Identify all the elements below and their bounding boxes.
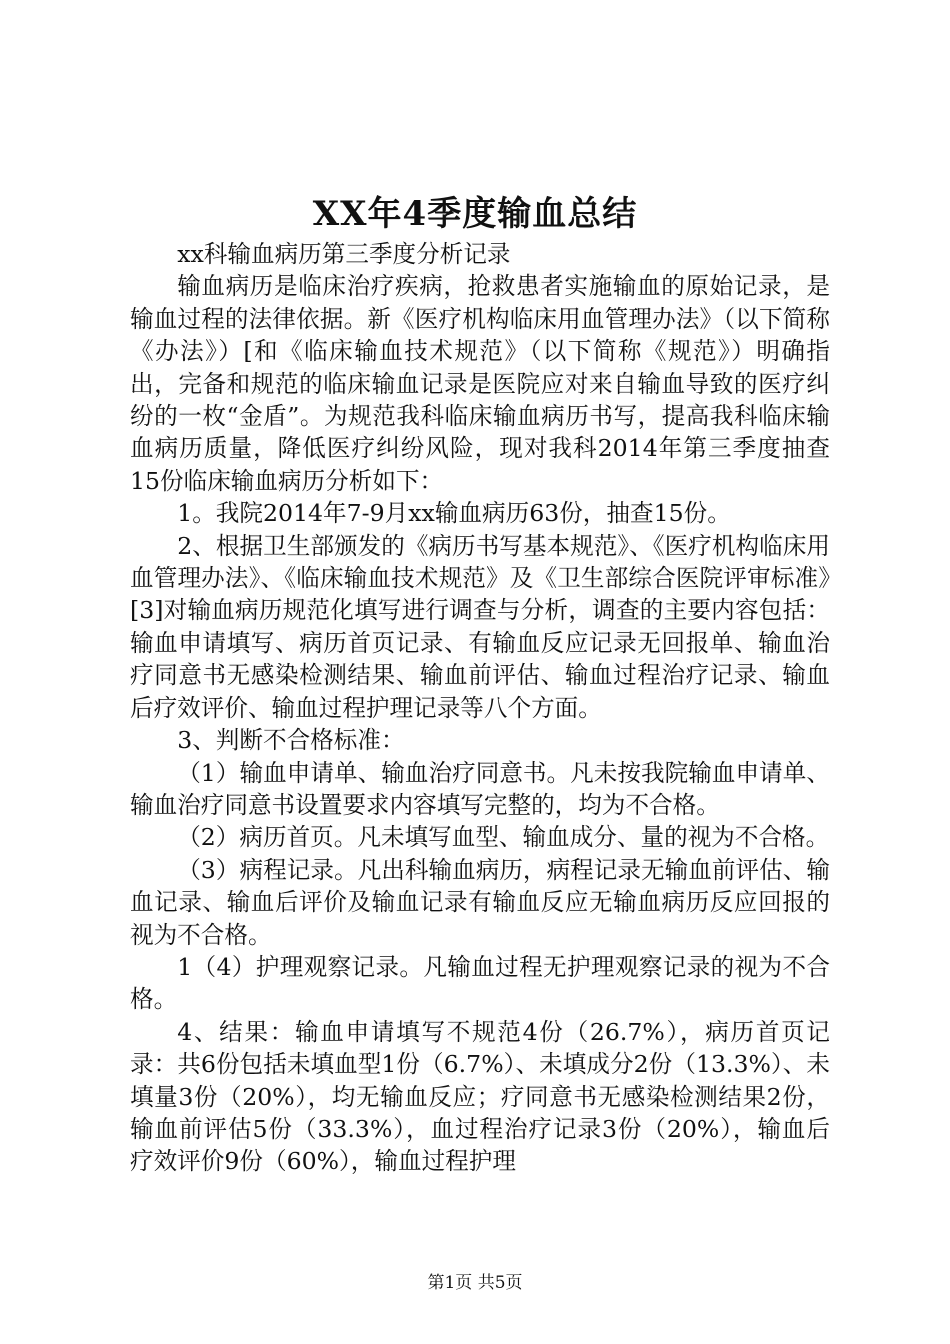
paragraph-item-3: 3、判断不合格标准： — [177, 726, 405, 755]
paragraph-criterion-3: （3）病程记录。凡出科输血病历，病程记录无输血前评估、输血记录、输血后评价及输血记录有输血反应无输血病历反应回报的视为不合格。 — [130, 855, 830, 949]
page-title: XX年4季度输血总结 — [312, 194, 638, 234]
paragraph-criterion-2: （2）病历首页。凡未填写血型、输血成分、量的视为不合格。 — [177, 823, 830, 852]
paragraph-item-2: 2、根据卫生部颁发的《病历书写基本规范》、《医疗机构临床用血管理办法》、《临床输血技术规范》及《卫生部综合医院评审标准》[3]对输血病历规范化填写进行调查与分析，调查的主要内容包括：输血申请填写、病历首页记录、有输血反应记录无回报单、输血治疗同意书无感染检测结果、输血前评估、输血过程治疗记录、输血后疗效评价、输血过程护理记录等八个方面。 — [130, 531, 830, 722]
paragraph-criterion-1: （1）输血申请单、输血治疗同意书。凡未按我院输血申请单、输血治疗同意书设置要求内容填写完整的，均为不合格。 — [130, 758, 830, 819]
paragraph-item-1: 1。我院2014年7-9月xx输血病历63份，抽查15份。 — [177, 499, 731, 528]
paragraph-intro: 输血病历是临床治疗疾病，抢救患者实施输血的原始记录，是输血过程的法律依据。新《医疗机构临床用血管理办法》（以下简称《办法》）[和《临床输血技术规范》（以下简称《规范》）明确指出，完备和规范的临床输血记录是医院应对来自输血导致的医疗纠纷的一枚“金盾”。为规范我科临床输血病历书写，提高我科临床输血病历质量，降低医疗纠纷风险，现对我科2014年第三季度抽查15份临床输血病历分析如下： — [130, 272, 830, 495]
paragraph-subtitle: xx科输血病历第三季度分析记录 — [177, 240, 511, 268]
page-footer: 第1页 共5页 — [427, 1273, 523, 1293]
paragraph-results: 4、结果：输血申请填写不规范4份（26.7%），病历首页记录：共6份包括未填血型1份（6.7%）、未填成分2份（13.3%）、未填量3份（20%），均无输血反应；疗同意书无感染检测结果2份，输血前评估5份（33.3%），血过程治疗记录3份（20%），输血后疗效评价9份（60%），输血过程护理 — [130, 1017, 830, 1176]
document-body — [130, 238, 830, 1178]
paragraph-criterion-4: 1（4）护理观察记录。凡输血过程无护理观察记录的视为不合格。 — [130, 952, 830, 1014]
